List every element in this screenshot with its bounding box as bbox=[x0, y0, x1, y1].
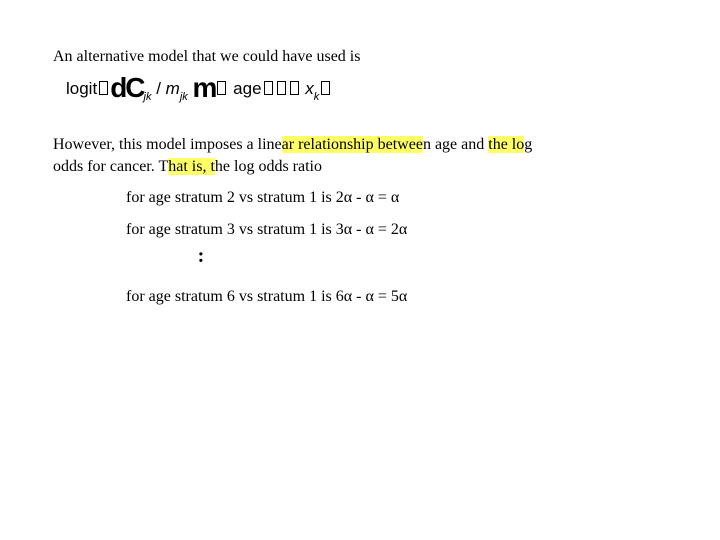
vertical-ellipsis: : bbox=[197, 245, 205, 267]
missing-glyph-box bbox=[264, 81, 273, 95]
formula-slash: / bbox=[156, 79, 161, 98]
paragraph-text: g bbox=[524, 136, 533, 153]
paragraph-line-2 bbox=[53, 157, 322, 177]
model-formula bbox=[66, 73, 332, 103]
missing-glyph-box bbox=[290, 81, 299, 95]
ratio-line: for age stratum 6 vs stratum 1 is 6α - α = 5α bbox=[126, 288, 408, 305]
formula-age: age bbox=[233, 79, 262, 98]
highlighted-text: hat is, t bbox=[168, 158, 215, 175]
ratio-line: for age stratum 3 vs stratum 1 is 3α - α = 2α bbox=[126, 221, 408, 238]
highlighted-text: ar relationship betwee bbox=[281, 136, 423, 153]
paragraph-line-1 bbox=[53, 135, 532, 155]
formula-x-subscript: k bbox=[313, 91, 320, 103]
formula-m: m bbox=[165, 79, 180, 98]
highlighted-text: the lo bbox=[488, 136, 525, 153]
missing-glyph-box bbox=[217, 81, 226, 95]
paragraph-text: he log odds ratio bbox=[214, 158, 322, 175]
formula-x: x bbox=[305, 79, 314, 98]
ratio-line: for age stratum 2 vs stratum 1 is 2α - α = α bbox=[126, 189, 400, 206]
formula-c-subscript: jk bbox=[143, 91, 152, 103]
missing-glyph-box bbox=[277, 81, 286, 95]
intro-text: An alternative model that we could have used is bbox=[53, 48, 361, 65]
missing-glyph-box bbox=[321, 81, 330, 95]
paragraph-text: odds for cancer. T bbox=[53, 158, 169, 175]
paragraph-text: However, this model imposes a line bbox=[53, 136, 282, 153]
missing-glyph-box bbox=[99, 81, 108, 95]
formula-logit: logit bbox=[66, 79, 98, 98]
paragraph-text: n age and bbox=[422, 136, 489, 153]
formula-dc-symbol: dC bbox=[110, 72, 144, 103]
formula-m-subscript: jk bbox=[179, 91, 188, 103]
formula-big-m: m bbox=[192, 72, 216, 103]
